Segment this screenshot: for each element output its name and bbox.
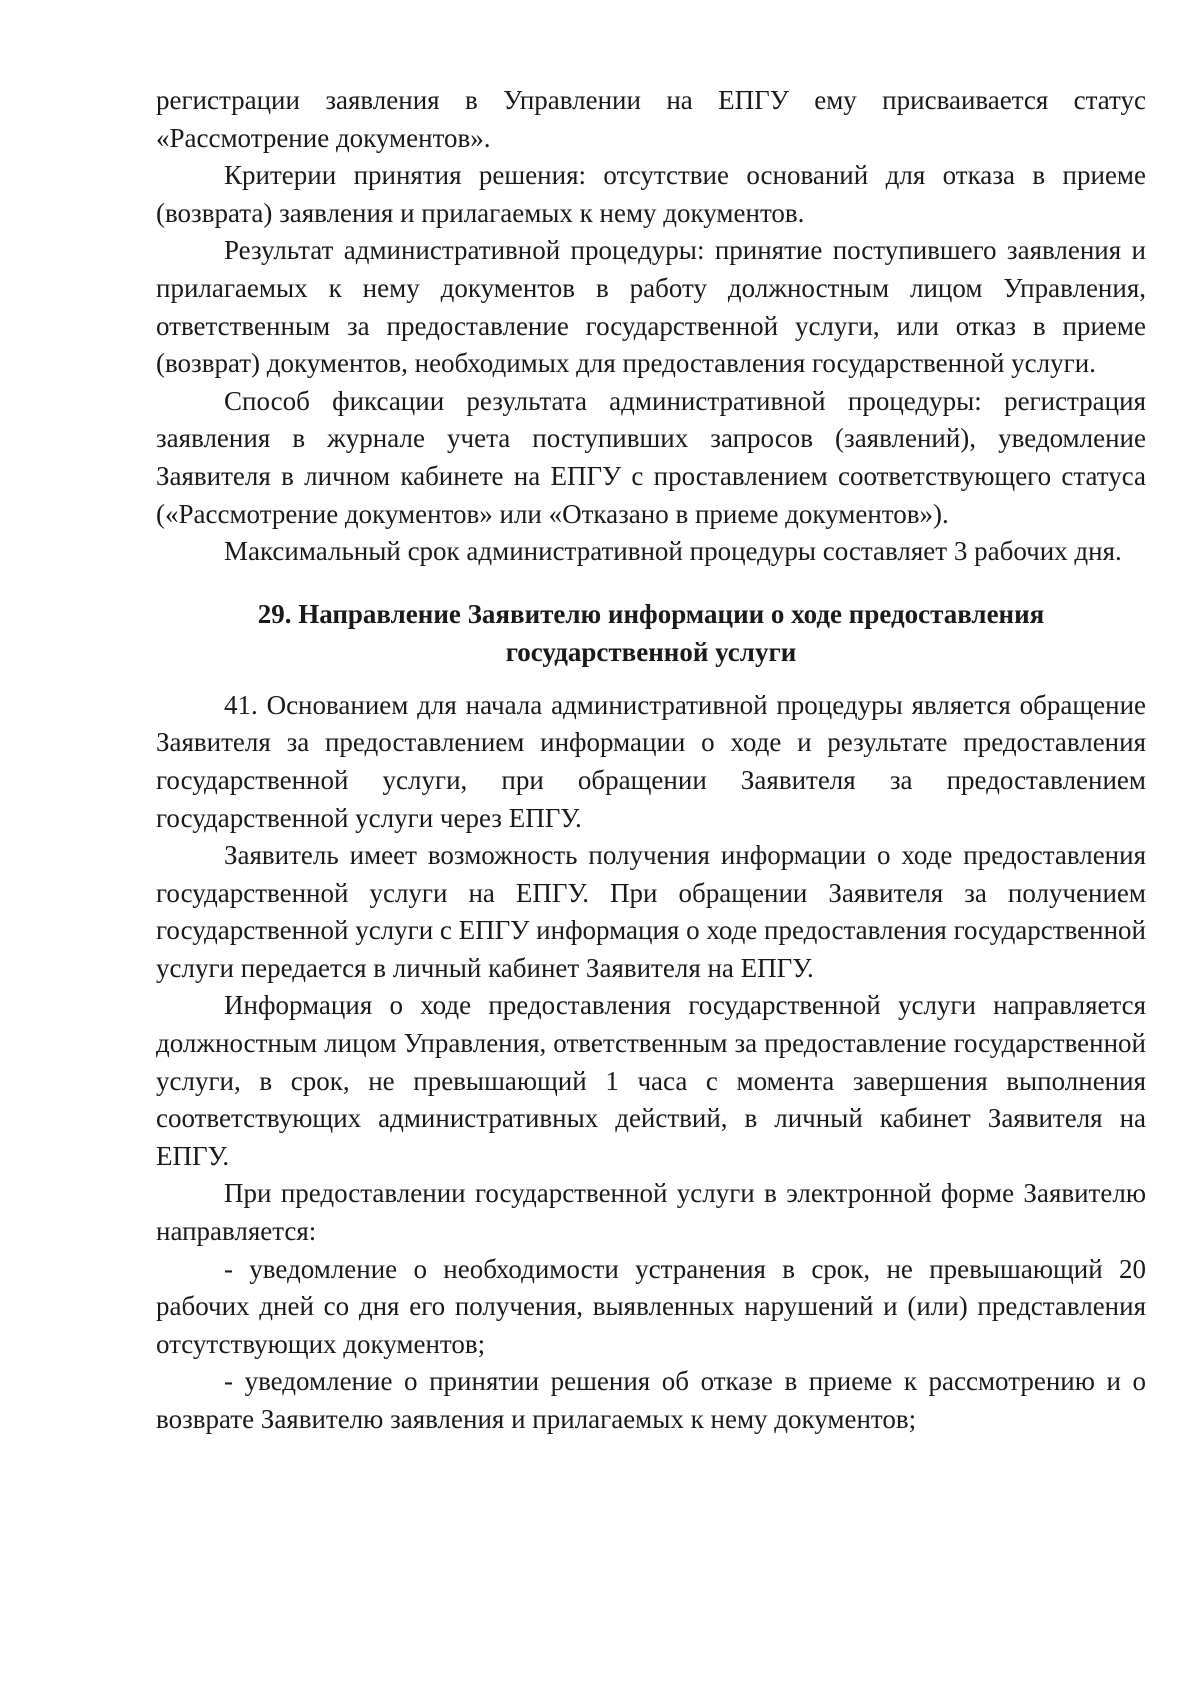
document-page [156, 82, 1146, 1439]
paragraph-max-term: Максимальный срок административной процедуры составляет 3 рабочих дня. [224, 536, 1122, 567]
section-heading-line-2: государственной услуги [505, 636, 797, 667]
list-item-notice-refusal: - уведомление о принятии решения об отказе в приеме к рассмотрению и о возврате Заявителю заявления и прилагаемых к нему документов; [156, 1366, 1146, 1434]
paragraph-applicant-info: Заявитель имеет возможность получения информации о ходе предоставления государственной услуги на ЕПГУ. При обращении Заявителя за получением государственной услуги с ЕПГУ информация о ходе предоставления государственной услуги передается в личный кабинет Заявителя на ЕПГУ. [156, 840, 1146, 983]
paragraph-41: 41. Основанием для начала административной процедуры является обращение Заявителя за предоставлением информации о ходе и результате предоставления государственной услуги, при обращении Заявителя за предоставлением государственной услуги через ЕПГУ. [156, 689, 1146, 833]
paragraph-fixation-method: Способ фиксации результата административной процедуры: регистрация заявления в журнале учета поступивших запросов (заявлений), уведомление Заявителя в личном кабинете на ЕПГУ с проставлением соответствующего статуса («Рассмотрение документов» или «Отказано в приеме документов»). [156, 385, 1146, 529]
list-item-notice-fix: - уведомление о необходимости устранения в срок, не превышающий 20 рабочих дней со дня его получения, выявленных нарушений и (или) представления отсутствующих документов; [156, 1253, 1146, 1359]
paragraph-electronic-form: При предоставлении государственной услуги в электронной форме Заявителю направляется: [156, 1178, 1146, 1247]
paragraph-result: Результат административной процедуры: принятие поступившего заявления и прилагаемых к нему документов в работу должностным лицом Управления, ответственным за предоставление государственной услуги, или отказ в приеме (возврат) документов, необходимых для предоставления государственной услуги. [156, 235, 1146, 379]
paragraph-info-direction: Информация о ходе предоставления государственной услуги направляется должностным лицом Управления, ответственным за предоставление государственной услуги, в срок, не превышающий 1 часа с момента завершения выполнения соответствующих административных действий, в личный кабинет Заявителя на ЕПГУ. [156, 990, 1146, 1171]
paragraph-criteria: Критерии принятия решения: отсутствие оснований для отказа в приеме (возврата) заявления и прилагаемых к нему документов. [156, 160, 1146, 228]
section-heading-line-1: 29. Направление Заявителю информации о ходе предоставления [257, 598, 1045, 629]
paragraph-continuation: регистрации заявления в Управлении на ЕПГУ ему присваивается статус «Рассмотрение документов». [156, 85, 1146, 153]
section-heading [156, 595, 1146, 671]
